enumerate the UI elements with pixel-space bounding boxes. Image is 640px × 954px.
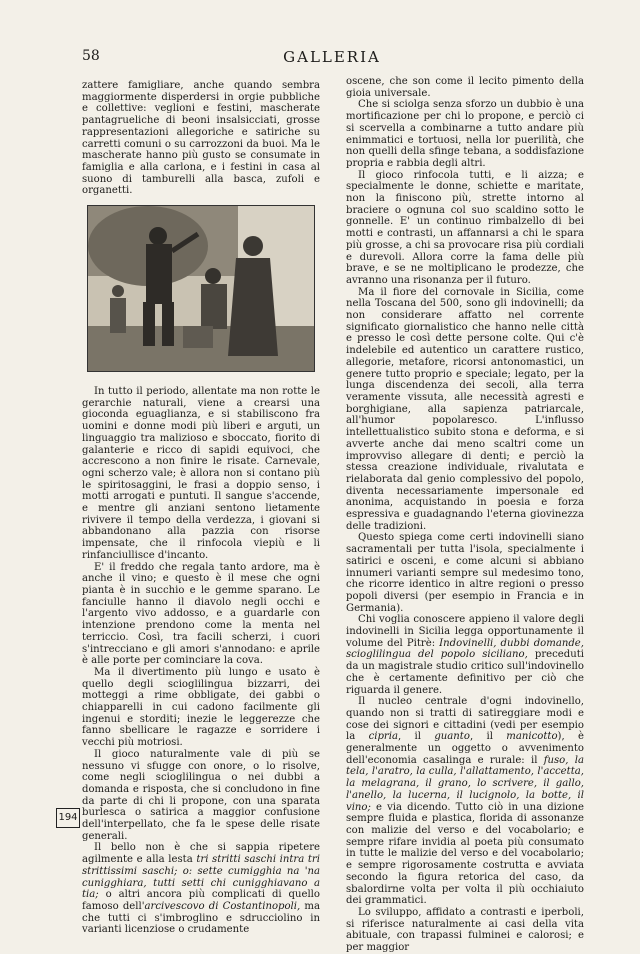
page-header [82, 48, 582, 70]
text-run: Il nucleo centrale d'ogni indovinello, quando non si tratti di satireggiare modi e cose dei signori e cittadini (vedi per esempio la [346, 696, 584, 743]
paragraph: oscene, che son come il lecito pimento della gioia universale. [346, 76, 584, 99]
folio-stamp: 194 [56, 808, 80, 828]
paragraph [82, 842, 320, 936]
book-title: Indovinelli, dubbi domande, scioglilingua del popolo siciliano, [346, 637, 584, 661]
paragraph: Il gioco rinfocola tutti, e li aizza; e specialmente le donne, schiette e maritate, non la finiscono più, strette intorno al braciere o ognuna col suo scaldino sotto le gonnelle. E' un continuo rimbalzello di bei motti e contrasti, un affannarsi a chi le spara più grosse, a chi sa provocare risa più cordiali e durevoli. Allora corre la fama delle più brave, e se ne moltiplicano le prodezze, che avranno una risonanza per il futuro. [346, 169, 584, 286]
carnival-scene-picture [88, 206, 314, 371]
paragraph: Il gioco naturalmente vale di più se nessuno vi sfugge con onore, o lo risolve, come negli scioglilingua o nei dubbi a domanda e risposta, che si concludono in fine da parte di chi li propone, con una sparata burlesca o satirica a maggior confusione dell'interpellato, che fa le spese delle risate generali. [82, 748, 320, 842]
italic-quote: arcivescovo di Costantinopoli, [144, 900, 301, 912]
paragraph: Ma il fiore del cornovale in Sicilia, come nella Toscana del 500, sono gli indovinelli; da non considerare affatto nel corrente significato giornalistico che hanno nelle città e presso le così dette persone colte. Qui c'è indelebile ed autentico un carattere rustico, allegorie, metafore, ricorsi antonomastici, un genere tutto proprio e speciale; legato, per la lunga discendenza dei secoli, alla terra veramente vissuta, alle necessità agresti e borghigiane, alla sapienza patriarcale, all'humor popolaresco. L'influsso intellettualistico subito stona e deforma, e si avverte anche dai meno scaltri come un improvviso allegare di denti; e perciò la stessa creazione individuale, rivalutata e rielaborata dal genio complessivo del popolo, diventa necessariamente impersonale ed anonima, acquistando in poesia e forza espressiva e guadagnando l'eterna giovinezza delle tradizioni. [346, 286, 584, 532]
text-run: e via dicendo. Tutto ciò in una dizione sempre fluida e plastica, florida di assonanze con malizie del verso e del vocabolario; e sempre rifare invidia al poeta più consumato in tutte le malizie del verso e del vocabolario; e sempre rigorosamente costrutta e avviata secondo la figura retorica del caso, da sbalordirne volta per volta il più occhiaiuto dei grammatici. [346, 801, 584, 907]
italic-quote: tri stritti saschi intra tri strittissimi saschi; o: sette cumigghia na 'na cunigghiara, tutti setti chi cunigghiavano a tia; [82, 854, 320, 901]
paragraph: In tutto il periodo, allentate ma non rotte le gerarchie naturali, viene a crearsi una gioconda eguaglianza, e si stabiliscono fra uomini e donne modi più liberi e arguti, un linguaggio tra malizioso e sboccato, fiorito di galanterie e ricco di sapidi equivoci, che accrescono a non finire le risate. Carnevale, ogni scherzo vale; è allora non si contano più le spiritosaggini, le frasi a doppio senso, i motti arrogati e puntuti. Il sangue s'accende, e mentre gli anziani sentono lietamente rivivere il tempo della verdezza, i giovani si abbandonano alla pazzia con risorse impensate, che il rinfocola viepiù e li rinfanciullisce d'incanto. [82, 386, 320, 561]
paragraph: Questo spiega come certi indovinelli siano sacramentali per tutta l'isola, specialmente i satirici e osceni, e come alcuni si abbiano innumeri varianti sempre sul medesimo tono, che ricorre identico in altre regioni o presso popoli diversi (per esempio in Francia e in Germania). [346, 532, 584, 614]
right-column [346, 76, 584, 954]
text-run: ), è generalmente un oggetto o avvenimento dell'economia casalinga e rurale: il [346, 731, 584, 766]
text-run: o altri ancora più complicati di quello famoso dell' [82, 889, 320, 912]
text-run: , il [469, 731, 507, 743]
italic-term: cipria [368, 731, 398, 743]
paragraph: Lo sviluppo, affidato a contrasti e iperboli, si riferisce naturalmente ai casi della vita abituale, con trapassi fulminei e calorosi; e per maggior [346, 906, 584, 954]
italic-term: manicotto [506, 731, 558, 743]
paragraph: zattere famigliare, anche quando sembra maggiormente disperdersi in orgie pubbliche e collettive: veglioni e festini, mascherate pantagrueliche di beoni insalsicciati, grosse rappresentazioni allegoriche e satiriche su carretti comuni o su carrozzoni da buoi. Ma le mascherate hanno più gusto se consumate in famiglia e alla carlona, e i festini in casa al suono di tamburelli alla basca, zufoli e organetti. [82, 80, 320, 197]
page-number: 58 [82, 48, 100, 64]
italic-term: guanto [434, 731, 470, 743]
text-run: , il [398, 731, 435, 743]
text-run: ma che tutti ci s'imbroglino e sdrucciolino in varianti licenziose o crudamente [82, 900, 320, 936]
paragraph: Ma il divertimento più lungo e usato è quello degli scioglilingua bizzarri, dei motteggi a rime obbligate, dei gabbi o chiapparelli in cui cadono facilmente gli ingenui e storditi; inezie le leggerezze che fanno sbellicare le ragazze e sorridere i vecchi più motriosi. [82, 666, 320, 749]
illustration-photo [87, 205, 315, 372]
left-column [82, 80, 320, 936]
text-run: preceduti da un magistrale studio critico sull'indovinello che è certamente definitivo per ciò che riguarda il genere. [346, 649, 584, 696]
text-run: Chi voglia conoscere appieno il valore degli indovinelli in Sicilia legga opportunamente il volume del Pitrè: [346, 614, 584, 649]
paragraph: Che si sciolga senza sforzo un dubbio è una mortificazione per chi lo propone, e perciò ci si scervella a combinarne a tutto andare più enimmatici e tortuosi, nella lor puerilità, che non quelli della sfinge tebana, a soddisfazione propria e rabbia degli altri. [346, 99, 584, 169]
italic-term-list: fuso, la tela, l'aratro, la culla, l'allattamento, l'accetta, la melagrana, il grano, lo scrivere, il gallo, l'anello, la lucerna, il lucignolo, la botte, il vino; [346, 754, 584, 813]
paragraph [346, 696, 584, 907]
paragraph [346, 614, 584, 696]
paragraph: E' il freddo che regala tanto ardore, ma è anche il vino; e questo è il mese che ogni pianta è in succhio e le gemme sparano. Le fanciulle hanno il diavolo negli occhi e l'argento vivo addosso, e a guardarle con intenzione prendono come la menta nel terriccio. Così, tra facili scherzi, i cuori s'intrecciano e gli amori s'annodano: e aprile è alle porte per cominciare la cova. [82, 561, 320, 667]
text-run: Il bello non è che si sappia ripetere agilmente e alla lesta [82, 842, 320, 866]
running-title: GALLERIA [283, 48, 381, 66]
